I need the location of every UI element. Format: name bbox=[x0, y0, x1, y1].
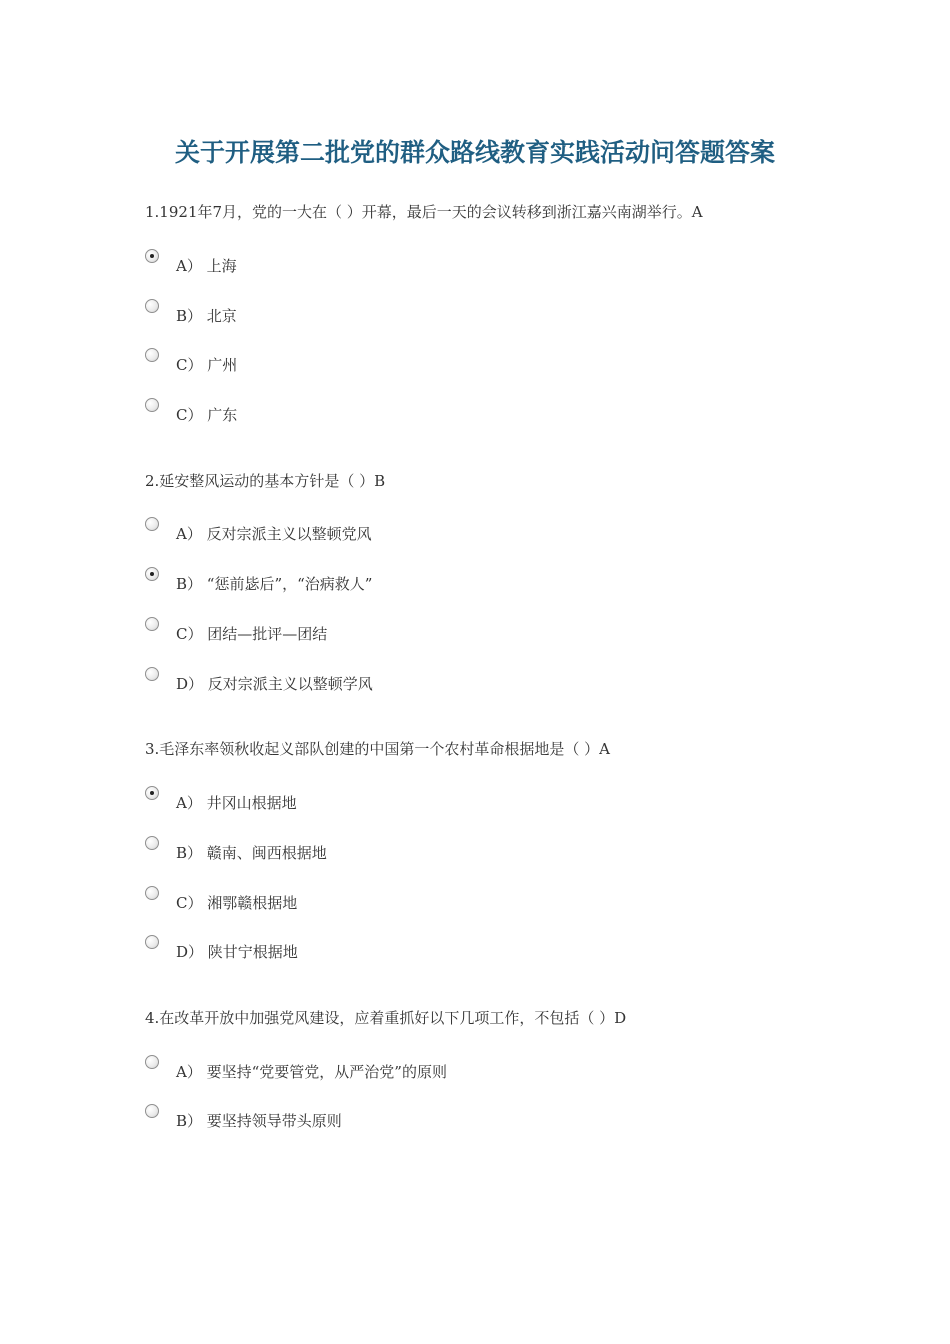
radio-selected-icon[interactable] bbox=[145, 786, 159, 800]
radio-selected-icon[interactable] bbox=[145, 249, 159, 263]
radio-icon[interactable] bbox=[145, 1055, 159, 1069]
option-label: A） 上海 bbox=[176, 257, 237, 275]
radio-icon[interactable] bbox=[145, 348, 159, 362]
option-label: B） “惩前毖后”，“治病救人” bbox=[176, 575, 373, 593]
question-4-text: 4.在改革开放中加强党风建设，应着重抓好以下几项工作，不包括（ ）D bbox=[145, 1009, 627, 1027]
option-label: B） 北京 bbox=[176, 307, 237, 325]
radio-icon[interactable] bbox=[145, 1104, 159, 1118]
radio-icon[interactable] bbox=[145, 667, 159, 681]
option-label: C） 广州 bbox=[176, 356, 238, 374]
radio-icon[interactable] bbox=[145, 517, 159, 531]
option-label: A） 井冈山根据地 bbox=[176, 794, 297, 812]
option-label: C） 团结—批评—团结 bbox=[176, 625, 328, 643]
option-label: C） 广东 bbox=[176, 406, 238, 424]
radio-icon[interactable] bbox=[145, 935, 159, 949]
option-label: A） 要坚持“党要管党，从严治党”的原则 bbox=[176, 1063, 447, 1081]
radio-icon[interactable] bbox=[145, 617, 159, 631]
page-title: 关于开展第二批党的群众路线教育实践活动问答题答案 bbox=[174, 138, 775, 167]
radio-selected-icon[interactable] bbox=[145, 567, 159, 581]
option-label: D） 陕甘宁根据地 bbox=[176, 943, 298, 961]
radio-icon[interactable] bbox=[145, 299, 159, 313]
question-3-text: 3.毛泽东率领秋收起义部队创建的中国第一个农村革命根据地是（ ）A bbox=[145, 740, 610, 758]
question-2-text: 2.延安整风运动的基本方针是（ ）B bbox=[145, 472, 386, 490]
radio-icon[interactable] bbox=[145, 398, 159, 412]
option-label: B） 赣南、闽西根据地 bbox=[176, 844, 327, 862]
option-label: A） 反对宗派主义以整顿党风 bbox=[176, 525, 372, 543]
option-label: D） 反对宗派主义以整顿学风 bbox=[176, 675, 373, 693]
option-label: C） 湘鄂赣根据地 bbox=[176, 894, 298, 912]
radio-icon[interactable] bbox=[145, 886, 159, 900]
option-label: B） 要坚持领导带头原则 bbox=[176, 1112, 342, 1130]
radio-icon[interactable] bbox=[145, 836, 159, 850]
question-1-text: 1.1921年7月，党的一大在（ ）开幕，最后一天的会议转移到浙江嘉兴南湖举行。A bbox=[145, 203, 703, 221]
